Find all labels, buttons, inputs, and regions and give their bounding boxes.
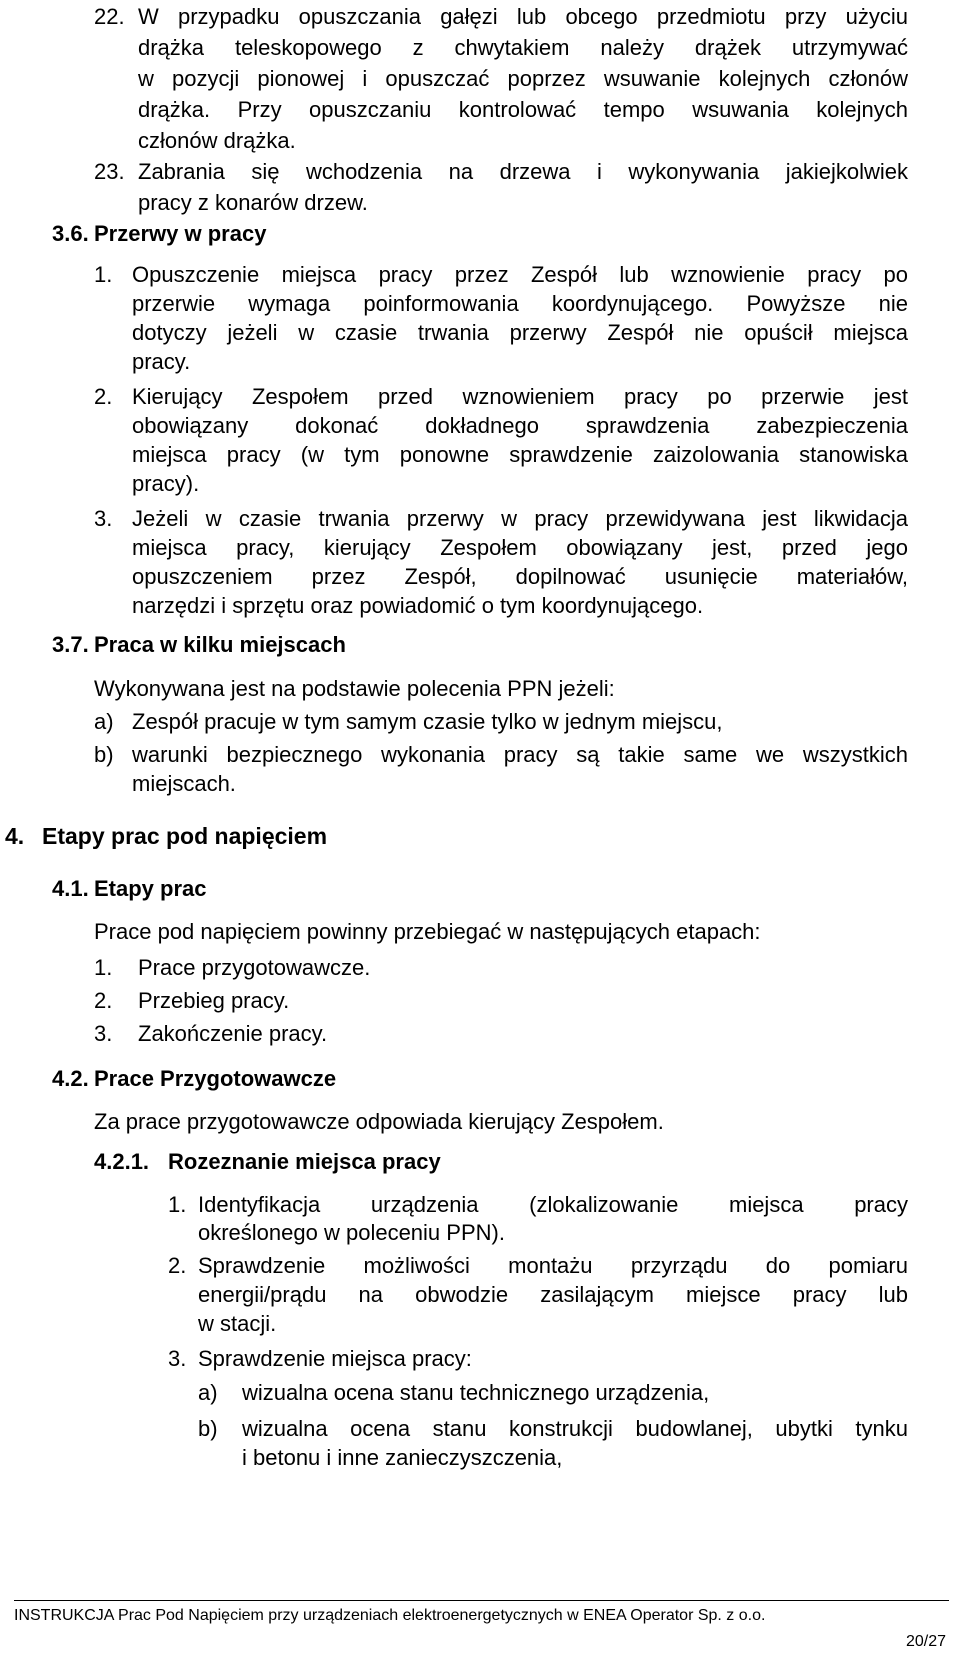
paragraph-line: pracy z konarów drzew. bbox=[138, 190, 368, 215]
paragraph-line: pracy). bbox=[132, 471, 200, 496]
item-number: 23. bbox=[94, 159, 125, 184]
paragraph-line: określonego w poleceniu PPN). bbox=[198, 1220, 505, 1245]
paragraph-line: Za prace przygotowawcze odpowiada kierujący Zespołem. bbox=[94, 1109, 664, 1134]
section-heading: Prace Przygotowawcze bbox=[94, 1066, 337, 1091]
item-number: 1. bbox=[94, 262, 113, 287]
item-letter: a) bbox=[94, 709, 114, 734]
paragraph-line: obowiązany dokonać dokładnego sprawdzenia zabezpieczenia bbox=[132, 413, 908, 438]
paragraph-line: Sprawdzenie miejsca pracy: bbox=[198, 1346, 472, 1371]
paragraph-line: Zespół pracuje w tym samym czasie tylko w jednym miejscu, bbox=[132, 709, 723, 734]
section-number: 4.2. bbox=[52, 1066, 89, 1091]
item-number: 1. bbox=[94, 955, 113, 980]
section-number: 3.7. bbox=[52, 632, 89, 657]
paragraph-line: pracy. bbox=[132, 349, 191, 374]
paragraph-line: miejsca pracy (w tym ponowne sprawdzenie zaizolowania stanowiska bbox=[132, 442, 908, 467]
paragraph-line: w pozycji pionowej i opuszczać poprzez wsuwanie kolejnych członów bbox=[138, 66, 908, 91]
item-letter: b) bbox=[94, 742, 114, 767]
paragraph-line: w stacji. bbox=[198, 1311, 277, 1336]
paragraph-line: przerwie wymaga poinformowania koordynującego. Powyższe nie bbox=[132, 291, 908, 316]
paragraph-line: energii/prądu na obwodzie zasilającym miejsce pracy lub bbox=[198, 1282, 908, 1307]
paragraph-line: dotyczy jeżeli w czasie trwania przerwy Zespół nie opuścił miejsca bbox=[132, 320, 908, 345]
paragraph-line: Identyfikacja urządzenia (zlokalizowanie miejsca pracy bbox=[198, 1192, 908, 1217]
section-heading: Etapy prac pod napięciem bbox=[42, 823, 328, 849]
paragraph-line: Opuszczenie miejsca pracy przez Zespół lub wznowienie pracy po bbox=[132, 262, 908, 287]
paragraph-line: drążka teleskopowego z chwytakiem należy drążek utrzymywać bbox=[138, 35, 908, 60]
paragraph-line: Zabrania się wchodzenia na drzewa i wykonywania jakiejkolwiek bbox=[138, 159, 908, 184]
section-heading: Przerwy w pracy bbox=[94, 221, 267, 246]
item-letter: b) bbox=[198, 1416, 218, 1441]
paragraph-line: Prace pod napięciem powinny przebiegać w następujących etapach: bbox=[94, 919, 761, 944]
paragraph-line: warunki bezpiecznego wykonania pracy są takie same we wszystkich bbox=[132, 742, 908, 767]
paragraph-line: narzędzi i sprzętu oraz powiadomić o tym koordynującego. bbox=[132, 593, 704, 618]
paragraph-line: wizualna ocena stanu technicznego urządzenia, bbox=[242, 1380, 710, 1405]
section-number: 4.1. bbox=[52, 876, 89, 901]
paragraph-line: drążka. Przy opuszczaniu kontrolować tempo wsuwania kolejnych bbox=[138, 97, 908, 122]
item-number: 1. bbox=[168, 1192, 187, 1217]
paragraph-line: W przypadku opuszczania gałęzi lub obcego przedmiotu przy użyciu bbox=[138, 4, 908, 29]
paragraph-line: opuszczeniem przez Zespół, dopilnować usunięcie materiałów, bbox=[132, 564, 908, 589]
section-heading: Etapy prac bbox=[94, 876, 207, 901]
footer-text: INSTRUKCJA Prac Pod Napięciem przy urządzeniach elektroenergetycznych w ENEA Operator Sp. z o.o. bbox=[14, 1607, 766, 1624]
item-number: 2. bbox=[94, 384, 113, 409]
section-number: 3.6. bbox=[52, 221, 89, 246]
item-number: 2. bbox=[168, 1253, 187, 1278]
section-number: 4.2.1. bbox=[94, 1149, 150, 1174]
paragraph-line: Sprawdzenie możliwości montażu przyrządu do pomiaru bbox=[198, 1253, 908, 1278]
paragraph-line: miejsca pracy, kierujący Zespołem obowiązany jest, przed jego bbox=[132, 535, 908, 560]
list-item: Prace przygotowawcze. bbox=[138, 955, 371, 980]
section-heading: Rozeznanie miejsca pracy bbox=[168, 1149, 441, 1174]
item-number: 3. bbox=[94, 506, 113, 531]
item-number: 2. bbox=[94, 988, 113, 1013]
page-number: 20/27 bbox=[905, 1633, 946, 1650]
list-item: Zakończenie pracy. bbox=[138, 1021, 328, 1046]
list-item: Przebieg pracy. bbox=[138, 988, 290, 1013]
paragraph-line: miejscach. bbox=[132, 771, 236, 796]
paragraph-line: Jeżeli w czasie trwania przerwy w pracy przewidywana jest likwidacja bbox=[132, 506, 908, 531]
paragraph-line: Kierujący Zespołem przed wznowieniem pracy po przerwie jest bbox=[132, 384, 908, 409]
item-letter: a) bbox=[198, 1380, 218, 1405]
section-heading: Praca w kilku miejscach bbox=[94, 632, 346, 657]
item-number: 22. bbox=[94, 4, 125, 29]
paragraph-line: Wykonywana jest na podstawie polecenia PPN jeżeli: bbox=[94, 676, 615, 701]
paragraph-line: wizualna ocena stanu konstrukcji budowlanej, ubytki tynku bbox=[242, 1416, 908, 1441]
paragraph-line: i betonu i inne zanieczyszczenia, bbox=[242, 1445, 563, 1470]
item-number: 3. bbox=[168, 1346, 187, 1371]
paragraph-line: członów drążka. bbox=[138, 128, 296, 153]
footer-divider bbox=[14, 1600, 949, 1601]
section-number: 4. bbox=[5, 823, 25, 849]
item-number: 3. bbox=[94, 1021, 113, 1046]
